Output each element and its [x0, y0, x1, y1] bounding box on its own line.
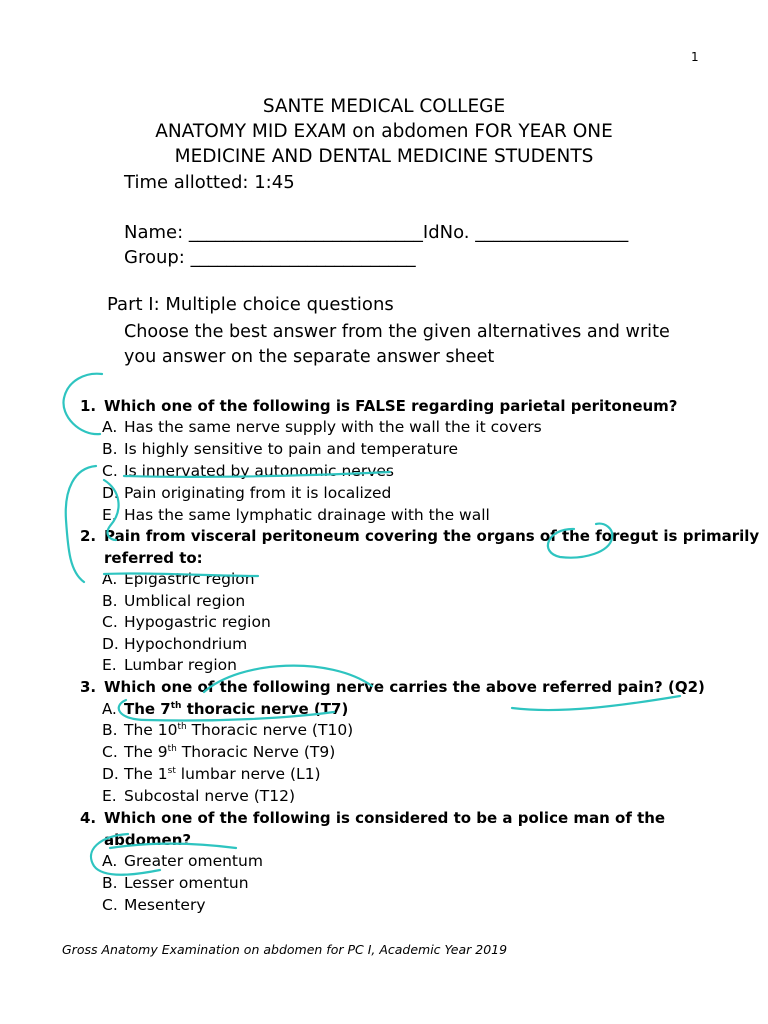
id-label: IdNo.: [422, 222, 470, 243]
option-3d: D. The 1st lumbar nerve (L1): [102, 765, 321, 783]
option-4a: A. Greater omentum: [102, 852, 263, 870]
option-1c: C. Is innervated by autonomic nerves: [102, 462, 394, 480]
question-number: 4.: [80, 809, 97, 827]
name-blank: __________________________: [188, 222, 423, 243]
pen-bracket-1d-2a: [66, 466, 96, 582]
instruction-line-1: Choose the best answer from the given alternatives and write: [124, 322, 670, 342]
option-4b: B. Lesser omentun: [102, 874, 249, 892]
question-text: Pain from visceral peritoneum covering the organs of the foregut is primarily: [104, 527, 760, 545]
option-3b: B. The 10th Thoracic nerve (T10): [102, 721, 354, 739]
name-label: Name:: [124, 222, 184, 243]
college-name: SANTE MEDICAL COLLEGE: [262, 96, 506, 117]
question-number: 1.: [80, 397, 97, 415]
question-3: [80, 678, 705, 696]
question-text: Which one of the following is FALSE regarding parietal peritoneum?: [104, 397, 678, 415]
time-allotted: Time allotted: 1:45: [124, 172, 295, 193]
question-text: Which one of the following is considered to be a police man of the: [104, 809, 666, 827]
option-1e: E. Has the same lymphatic drainage with the wall: [102, 506, 490, 524]
instruction-line-2: you answer on the separate answer sheet: [124, 347, 495, 367]
question-1: [80, 397, 678, 415]
group-label: Group:: [124, 247, 185, 268]
group-field[interactable]: [124, 247, 416, 268]
question-2-continued: referred to:: [104, 549, 203, 567]
option-2b: B. Umblical region: [102, 592, 246, 610]
id-blank: _________________: [475, 222, 629, 243]
option-1d: D. Pain originating from it is localized: [102, 484, 392, 502]
pen-underline-q2-ref: [512, 696, 680, 710]
option-1b: B. Is highly sensitive to pain and temperature: [102, 440, 459, 458]
question-number: 3.: [80, 678, 97, 696]
question-number: 2.: [80, 527, 97, 545]
option-2e: E. Lumbar region: [102, 656, 237, 674]
option-4c: C. Mesentery: [102, 896, 206, 914]
exam-audience: MEDICINE AND DENTAL MEDICINE STUDENTS: [174, 146, 594, 167]
option-2c: C. Hypogastric region: [102, 613, 271, 631]
page-number: 1: [691, 50, 699, 64]
question-2: [80, 527, 759, 545]
group-blank: _________________________: [190, 247, 416, 268]
page-footer: Gross Anatomy Examination on abdomen for PC I, Academic Year 2019: [62, 942, 508, 957]
exam-title: ANATOMY MID EXAM on abdomen FOR YEAR ONE: [155, 121, 613, 142]
option-3a: A. The 7th thoracic nerve (T7): [102, 700, 349, 718]
question-4-continued: abdomen?: [104, 831, 192, 849]
option-3e: E. Subcostal nerve (T12): [102, 787, 296, 805]
name-field[interactable]: [124, 222, 628, 243]
question-text: Which one of the following nerve carries the above referred pain? (Q2): [104, 678, 705, 696]
part-title: Part I: Multiple choice questions: [107, 294, 394, 315]
option-1a: A. Has the same nerve supply with the wall the it covers: [102, 418, 542, 436]
option-2a: A. Epigastric region: [102, 570, 255, 588]
option-2d: D. Hypochondrium: [102, 635, 248, 653]
option-3c: C. The 9th Thoracic Nerve (T9): [102, 743, 336, 761]
question-4: [80, 809, 665, 827]
